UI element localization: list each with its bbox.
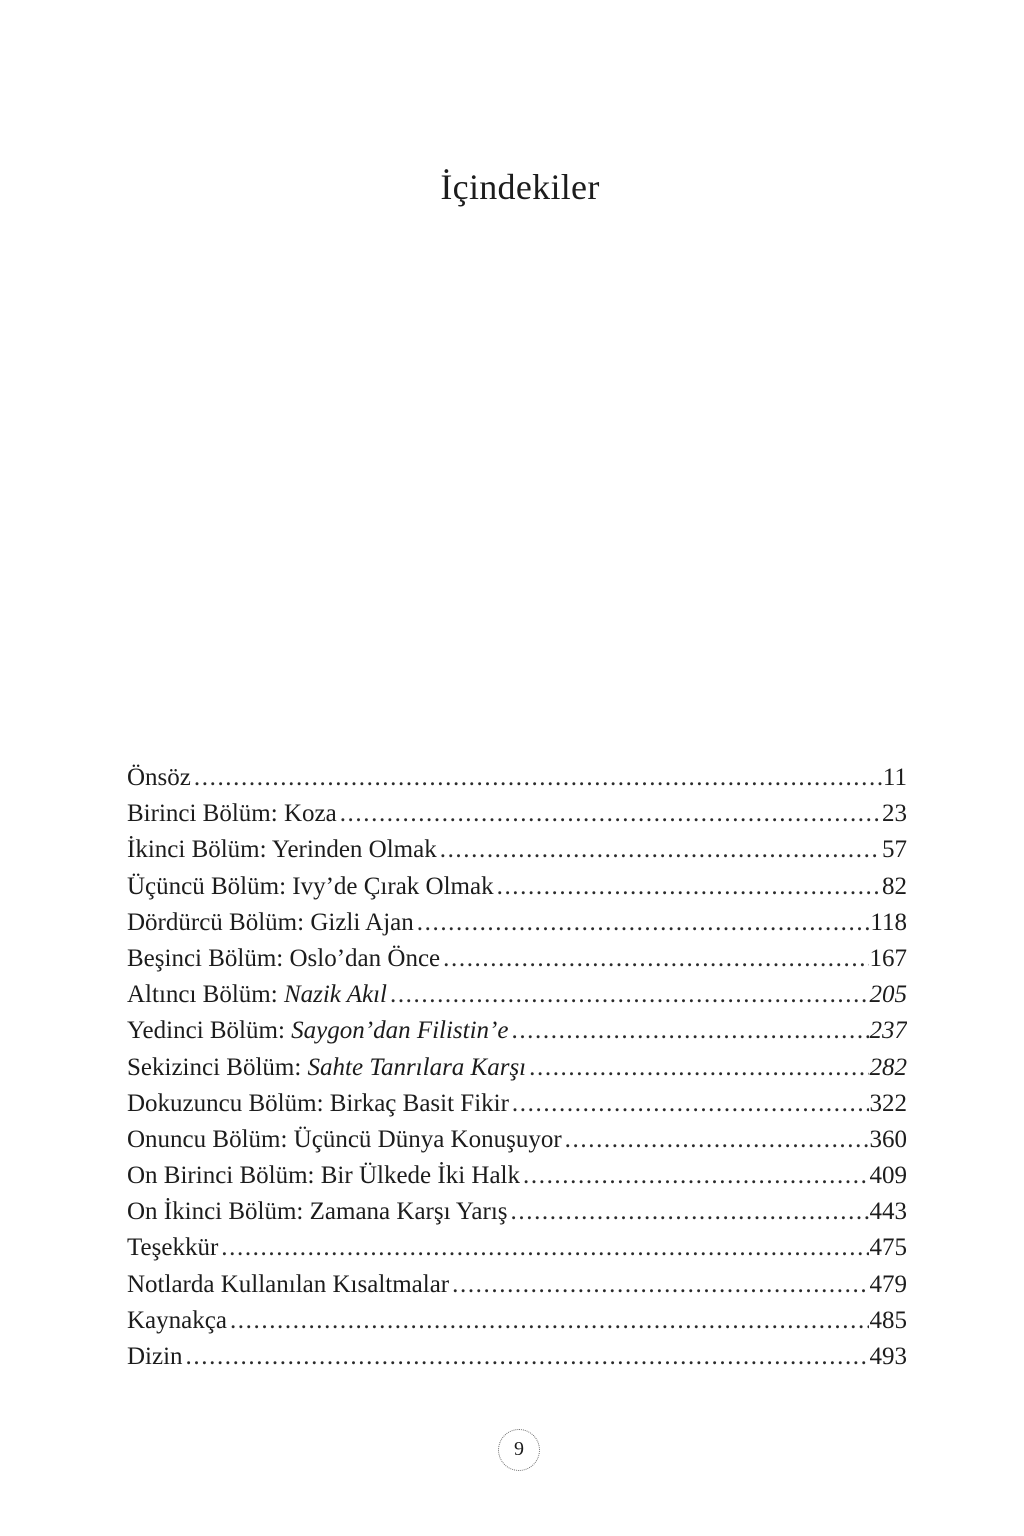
toc-entry <box>127 1267 907 1303</box>
toc-entry <box>127 1339 907 1375</box>
toc-entry-subtitle: Nazik Akıl <box>283 981 387 1009</box>
toc-entry-page: 475 <box>869 1234 907 1262</box>
table-of-contents <box>127 760 907 1375</box>
toc-entry <box>127 832 907 868</box>
dot-leader <box>565 1122 869 1158</box>
toc-entry-chapter: Notlarda Kullanılan Kısaltmalar <box>127 1270 450 1298</box>
toc-entry-title <box>127 869 494 905</box>
toc-entry-page: 118 <box>870 908 907 936</box>
toc-entry-page: 479 <box>869 1270 907 1298</box>
toc-entry-chapter: Dokuzuncu Bölüm: Birkaç Basit Fikir <box>127 1089 509 1117</box>
toc-entry-page: 493 <box>869 1343 907 1370</box>
toc-entry-chapter: Dizin <box>127 1343 183 1370</box>
toc-entry-title <box>127 1194 508 1230</box>
toc-entry-page: 282 <box>869 1053 907 1081</box>
toc-entry <box>127 1303 907 1339</box>
toc-entry-title <box>127 1339 183 1375</box>
dot-leader <box>186 1339 869 1375</box>
toc-entry <box>127 796 907 832</box>
toc-entry-chapter: Önsöz <box>127 764 191 791</box>
dot-leader <box>443 941 868 977</box>
toc-entry <box>127 1230 907 1266</box>
dot-leader <box>452 1267 868 1303</box>
toc-entry-title <box>127 1086 509 1122</box>
toc-entry-chapter: Üçüncü Bölüm: Ivy’de Çırak Olmak <box>127 872 494 900</box>
toc-entry <box>127 1050 907 1086</box>
toc-entry-chapter: Birinci Bölüm: Koza <box>127 800 337 828</box>
toc-entry-title <box>127 977 387 1013</box>
dot-leader <box>221 1230 868 1266</box>
toc-entry <box>127 760 907 796</box>
toc-entry-page: 11 <box>882 764 907 791</box>
toc-entry-chapter: Onuncu Bölüm: Üçüncü Dünya Konuşuyor <box>127 1125 562 1153</box>
toc-entry-page: 485 <box>869 1306 907 1334</box>
toc-entry <box>127 1122 907 1158</box>
toc-entry-page: 167 <box>869 944 907 972</box>
toc-entry-chapter: On İkinci Bölüm: Zamana Karşı Yarış <box>127 1198 508 1226</box>
page-title: İçindekiler <box>440 167 600 207</box>
dot-leader <box>340 796 881 832</box>
dot-leader <box>512 1086 869 1122</box>
toc-entry-title <box>127 941 440 977</box>
dot-leader <box>417 905 870 941</box>
toc-entry-chapter: Beşinci Bölüm: Oslo’dan Önce <box>127 944 441 972</box>
toc-entry <box>127 941 907 977</box>
toc-entry-chapter: Altıncı Bölüm: <box>127 981 284 1009</box>
toc-entry-chapter: İkinci Bölüm: Yerinden Olmak <box>127 836 437 864</box>
toc-entry <box>127 1013 907 1049</box>
toc-entry <box>127 1158 907 1194</box>
dot-leader <box>194 760 882 796</box>
toc-entry-page: 322 <box>869 1089 907 1117</box>
dot-leader <box>529 1050 868 1086</box>
toc-entry-title <box>127 1013 508 1049</box>
toc-entry-page: 205 <box>869 981 907 1009</box>
dot-leader <box>390 977 869 1013</box>
toc-entry-title <box>127 1230 218 1266</box>
toc-entry-page: 443 <box>869 1198 907 1226</box>
toc-entry-chapter: Yedinci Bölüm: <box>127 1017 292 1045</box>
toc-entry-chapter: Dördürcü Bölüm: Gizli Ajan <box>127 908 414 936</box>
toc-entry-title <box>127 1122 562 1158</box>
toc-entry-title <box>127 1158 520 1194</box>
toc-entry-page: 409 <box>869 1162 907 1190</box>
toc-entry-chapter: Teşekkür <box>127 1234 219 1262</box>
toc-entry-title <box>127 1050 526 1086</box>
toc-entry-title <box>127 796 337 832</box>
toc-entry-title <box>127 905 414 941</box>
toc-entry-title <box>127 1303 227 1339</box>
dot-leader <box>511 1194 869 1230</box>
toc-entry <box>127 1194 907 1230</box>
page-number: 9 <box>498 1429 540 1471</box>
toc-entry <box>127 977 907 1013</box>
toc-entry-page: 237 <box>869 1017 907 1045</box>
toc-entry-title <box>127 760 191 796</box>
toc-entry-page: 82 <box>882 872 907 900</box>
toc-entry-subtitle: Sahte Tanrılara Karşı <box>307 1053 527 1081</box>
dot-leader <box>230 1303 869 1339</box>
toc-entry-title <box>127 832 437 868</box>
toc-entry-subtitle: Saygon’dan Filistin’e <box>291 1017 509 1045</box>
toc-entry-chapter: Kaynakça <box>127 1306 227 1334</box>
toc-entry <box>127 905 907 941</box>
toc-entry-page: 57 <box>882 836 907 864</box>
toc-entry-chapter: Sekizinci Bölüm: <box>127 1053 308 1081</box>
toc-entry <box>127 1086 907 1122</box>
dot-leader <box>440 832 881 868</box>
dot-leader <box>523 1158 868 1194</box>
dot-leader <box>511 1013 868 1049</box>
toc-entry-title <box>127 1267 449 1303</box>
toc-entry <box>127 869 907 905</box>
toc-entry-page: 360 <box>869 1125 907 1153</box>
toc-entry-chapter: On Birinci Bölüm: Bir Ülkede İki Halk <box>127 1162 521 1190</box>
toc-entry-page: 23 <box>882 800 907 828</box>
dot-leader <box>497 869 881 905</box>
